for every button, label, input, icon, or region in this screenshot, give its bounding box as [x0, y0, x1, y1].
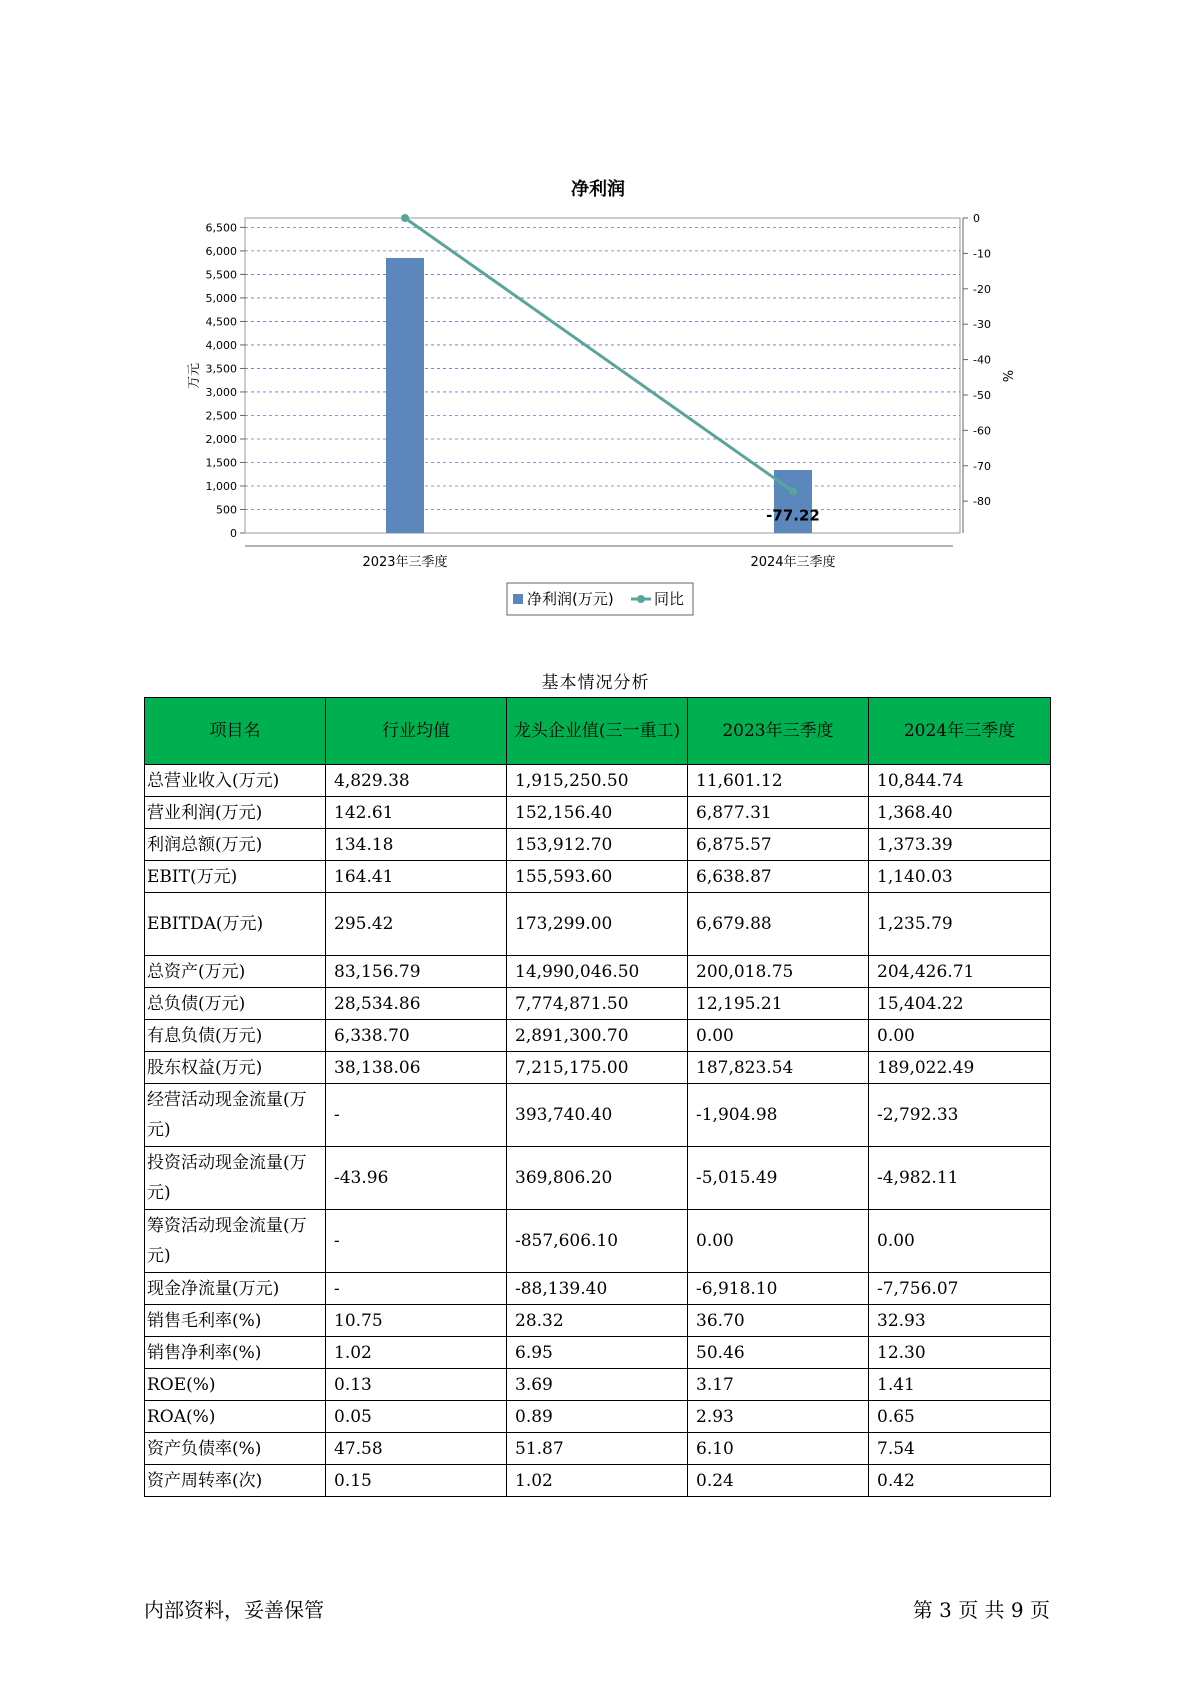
table-row [145, 1465, 1051, 1497]
row-value: 134.18 [326, 829, 507, 861]
legend-label-yoy: 同比 [654, 590, 685, 608]
legend-swatch-point [637, 595, 645, 603]
row-value: 0.00 [688, 1210, 869, 1273]
row-value: 393,740.40 [507, 1084, 688, 1147]
row-value: 200,018.75 [688, 956, 869, 988]
table-row [145, 1369, 1051, 1401]
row-value: 4,829.38 [326, 765, 507, 797]
row-value: 3.17 [688, 1369, 869, 1401]
table-row [145, 1433, 1051, 1465]
row-value: 6.95 [507, 1337, 688, 1369]
row-value: 28.32 [507, 1305, 688, 1337]
row-label: 总资产(万元) [145, 956, 326, 988]
table-caption: 基本情况分析 [541, 673, 650, 693]
row-value: - [326, 1273, 507, 1305]
row-value: 14,990,046.50 [507, 956, 688, 988]
row-value: - [326, 1210, 507, 1273]
row-value: 7,215,175.00 [507, 1052, 688, 1084]
point-yoy [789, 487, 797, 495]
footer-page-number: 第 3 页 共 9 页 [912, 1598, 1050, 1622]
y-tick-label: 2,500 [205, 409, 237, 423]
table-row [145, 1273, 1051, 1305]
row-value: 0.13 [326, 1369, 507, 1401]
y2-tick-label: -10 [973, 247, 991, 261]
row-value: 7.54 [869, 1433, 1051, 1465]
row-label: ROA(%) [145, 1401, 326, 1433]
row-value: 10,844.74 [869, 765, 1051, 797]
y2-tick-label: -30 [973, 318, 991, 332]
y2-tick-label: -20 [973, 282, 991, 296]
row-label: 总负债(万元) [145, 988, 326, 1020]
row-value: 47.58 [326, 1433, 507, 1465]
row-value: 1,140.03 [869, 861, 1051, 893]
legend-label-net-profit: 净利润(万元) [527, 590, 614, 608]
row-value: -857,606.10 [507, 1210, 688, 1273]
table-row [145, 765, 1051, 797]
data-label-yoy: -77.22 [766, 506, 820, 525]
table-body [145, 765, 1051, 1497]
y-tick-label: 5,000 [205, 291, 237, 305]
row-value: 295.42 [326, 893, 507, 956]
row-value: 1.02 [507, 1465, 688, 1497]
row-label: 有息负债(万元) [145, 1020, 326, 1052]
row-value: -5,015.49 [688, 1147, 869, 1210]
row-value: 10.75 [326, 1305, 507, 1337]
table-row [145, 1020, 1051, 1052]
header-2024q3: 2024年三季度 [869, 698, 1051, 765]
basic-analysis-table [144, 697, 1051, 1497]
point-yoy [401, 214, 409, 222]
row-value: 6,338.70 [326, 1020, 507, 1052]
y-tick-label: 1,000 [205, 479, 237, 493]
row-label: 资产负债率(%) [145, 1433, 326, 1465]
footer-confidential: 内部资料，妥善保管 [144, 1598, 324, 1622]
table-row [145, 1337, 1051, 1369]
y2-tick-label: -70 [973, 459, 991, 473]
row-value: -2,792.33 [869, 1084, 1051, 1147]
row-value: 6,638.87 [688, 861, 869, 893]
row-label: 资产周转率(次) [145, 1465, 326, 1497]
row-value: 0.42 [869, 1465, 1051, 1497]
row-value: 2.93 [688, 1401, 869, 1433]
row-label: 经营活动现金流量(万元) [145, 1084, 326, 1147]
y2-tick-label: -40 [973, 353, 991, 367]
row-value: 6.10 [688, 1433, 869, 1465]
row-value: -43.96 [326, 1147, 507, 1210]
row-value: 11,601.12 [688, 765, 869, 797]
table-row [145, 1210, 1051, 1273]
row-value: 51.87 [507, 1433, 688, 1465]
row-value: 1,368.40 [869, 797, 1051, 829]
table-row [145, 1305, 1051, 1337]
row-value: 15,404.22 [869, 988, 1051, 1020]
row-value: 164.41 [326, 861, 507, 893]
bar-net-profit [386, 258, 424, 533]
y2-tick-label: -60 [973, 424, 991, 438]
row-value: 6,875.57 [688, 829, 869, 861]
y-tick-label: 3,500 [205, 362, 237, 376]
row-label: 总营业收入(万元) [145, 765, 326, 797]
row-value: -88,139.40 [507, 1273, 688, 1305]
row-label: 销售毛利率(%) [145, 1305, 326, 1337]
row-value: 2,891,300.70 [507, 1020, 688, 1052]
row-label: EBIT(万元) [145, 861, 326, 893]
y2-tick-label: 0 [973, 212, 980, 225]
row-value: 0.00 [869, 1210, 1051, 1273]
row-label: 筹资活动现金流量(万元) [145, 1210, 326, 1273]
legend-swatch-bar [513, 594, 523, 604]
y-tick-label: 1,500 [205, 456, 237, 470]
row-value: 1.02 [326, 1337, 507, 1369]
row-value: -6,918.10 [688, 1273, 869, 1305]
row-value: 12.30 [869, 1337, 1051, 1369]
table-row [145, 861, 1051, 893]
row-value: 50.46 [688, 1337, 869, 1369]
row-label: EBITDA(万元) [145, 893, 326, 956]
row-value: 153,912.70 [507, 829, 688, 861]
row-value: 12,195.21 [688, 988, 869, 1020]
y-tick-label: 500 [216, 503, 237, 517]
header-industry-avg: 行业均值 [326, 698, 507, 765]
y-tick-label: 0 [230, 527, 237, 540]
row-value: 189,022.49 [869, 1052, 1051, 1084]
y-tick-label: 4,500 [205, 315, 237, 329]
row-label: 现金净流量(万元) [145, 1273, 326, 1305]
table-header-row [145, 698, 1051, 765]
row-value: 7,774,871.50 [507, 988, 688, 1020]
row-value: 28,534.86 [326, 988, 507, 1020]
row-value: 3.69 [507, 1369, 688, 1401]
y-tick-label: 6,500 [205, 221, 237, 235]
row-value: 0.24 [688, 1465, 869, 1497]
y2-tick-label: -80 [973, 495, 991, 509]
table-row [145, 1147, 1051, 1210]
y-tick-label: 3,000 [205, 385, 237, 399]
net-profit-chart [0, 0, 1191, 640]
row-value: 1,915,250.50 [507, 765, 688, 797]
row-value: 0.89 [507, 1401, 688, 1433]
row-value: 0.65 [869, 1401, 1051, 1433]
row-value: 38,138.06 [326, 1052, 507, 1084]
row-value: 1,373.39 [869, 829, 1051, 861]
table-row [145, 1084, 1051, 1147]
x-tick-label: 2023年三季度 [362, 555, 448, 570]
row-value: 32.93 [869, 1305, 1051, 1337]
row-label: 营业利润(万元) [145, 797, 326, 829]
row-value: 6,877.31 [688, 797, 869, 829]
row-value: 369,806.20 [507, 1147, 688, 1210]
row-value: 173,299.00 [507, 893, 688, 956]
row-value: 155,593.60 [507, 861, 688, 893]
row-value: 0.05 [326, 1401, 507, 1433]
row-value: -7,756.07 [869, 1273, 1051, 1305]
table-row [145, 1401, 1051, 1433]
row-label: 利润总额(万元) [145, 829, 326, 861]
row-value: 142.61 [326, 797, 507, 829]
header-item-name: 项目名 [145, 698, 326, 765]
row-label: 股东权益(万元) [145, 1052, 326, 1084]
row-label: ROE(%) [145, 1369, 326, 1401]
row-value: 0.15 [326, 1465, 507, 1497]
row-value: 204,426.71 [869, 956, 1051, 988]
row-value: -4,982.11 [869, 1147, 1051, 1210]
x-tick-label: 2024年三季度 [750, 555, 836, 570]
table-row [145, 1052, 1051, 1084]
row-value: 6,679.88 [688, 893, 869, 956]
y2-axis-label: % [999, 369, 1014, 383]
y2-tick-label: -50 [973, 388, 991, 402]
y-axis-label: 万元 [187, 362, 202, 390]
table-row [145, 797, 1051, 829]
row-value: 0.00 [869, 1020, 1051, 1052]
y-tick-label: 6,000 [205, 244, 237, 258]
row-value: 1,235.79 [869, 893, 1051, 956]
header-2023q3: 2023年三季度 [688, 698, 869, 765]
row-value: 0.00 [688, 1020, 869, 1052]
table-row [145, 956, 1051, 988]
row-value: 1.41 [869, 1369, 1051, 1401]
row-value: -1,904.98 [688, 1084, 869, 1147]
row-value: - [326, 1084, 507, 1147]
table-row [145, 988, 1051, 1020]
table-row [145, 829, 1051, 861]
row-value: 152,156.40 [507, 797, 688, 829]
row-label: 销售净利率(%) [145, 1337, 326, 1369]
row-value: 187,823.54 [688, 1052, 869, 1084]
y-tick-label: 4,000 [205, 338, 237, 352]
header-leader-value: 龙头企业值(三一重工) [507, 698, 688, 765]
y-tick-label: 2,000 [205, 432, 237, 446]
chart-title: 净利润 [571, 179, 625, 200]
row-value: 36.70 [688, 1305, 869, 1337]
table-row [145, 893, 1051, 956]
row-value: 83,156.79 [326, 956, 507, 988]
row-label: 投资活动现金流量(万元) [145, 1147, 326, 1210]
y-tick-label: 5,500 [205, 268, 237, 282]
